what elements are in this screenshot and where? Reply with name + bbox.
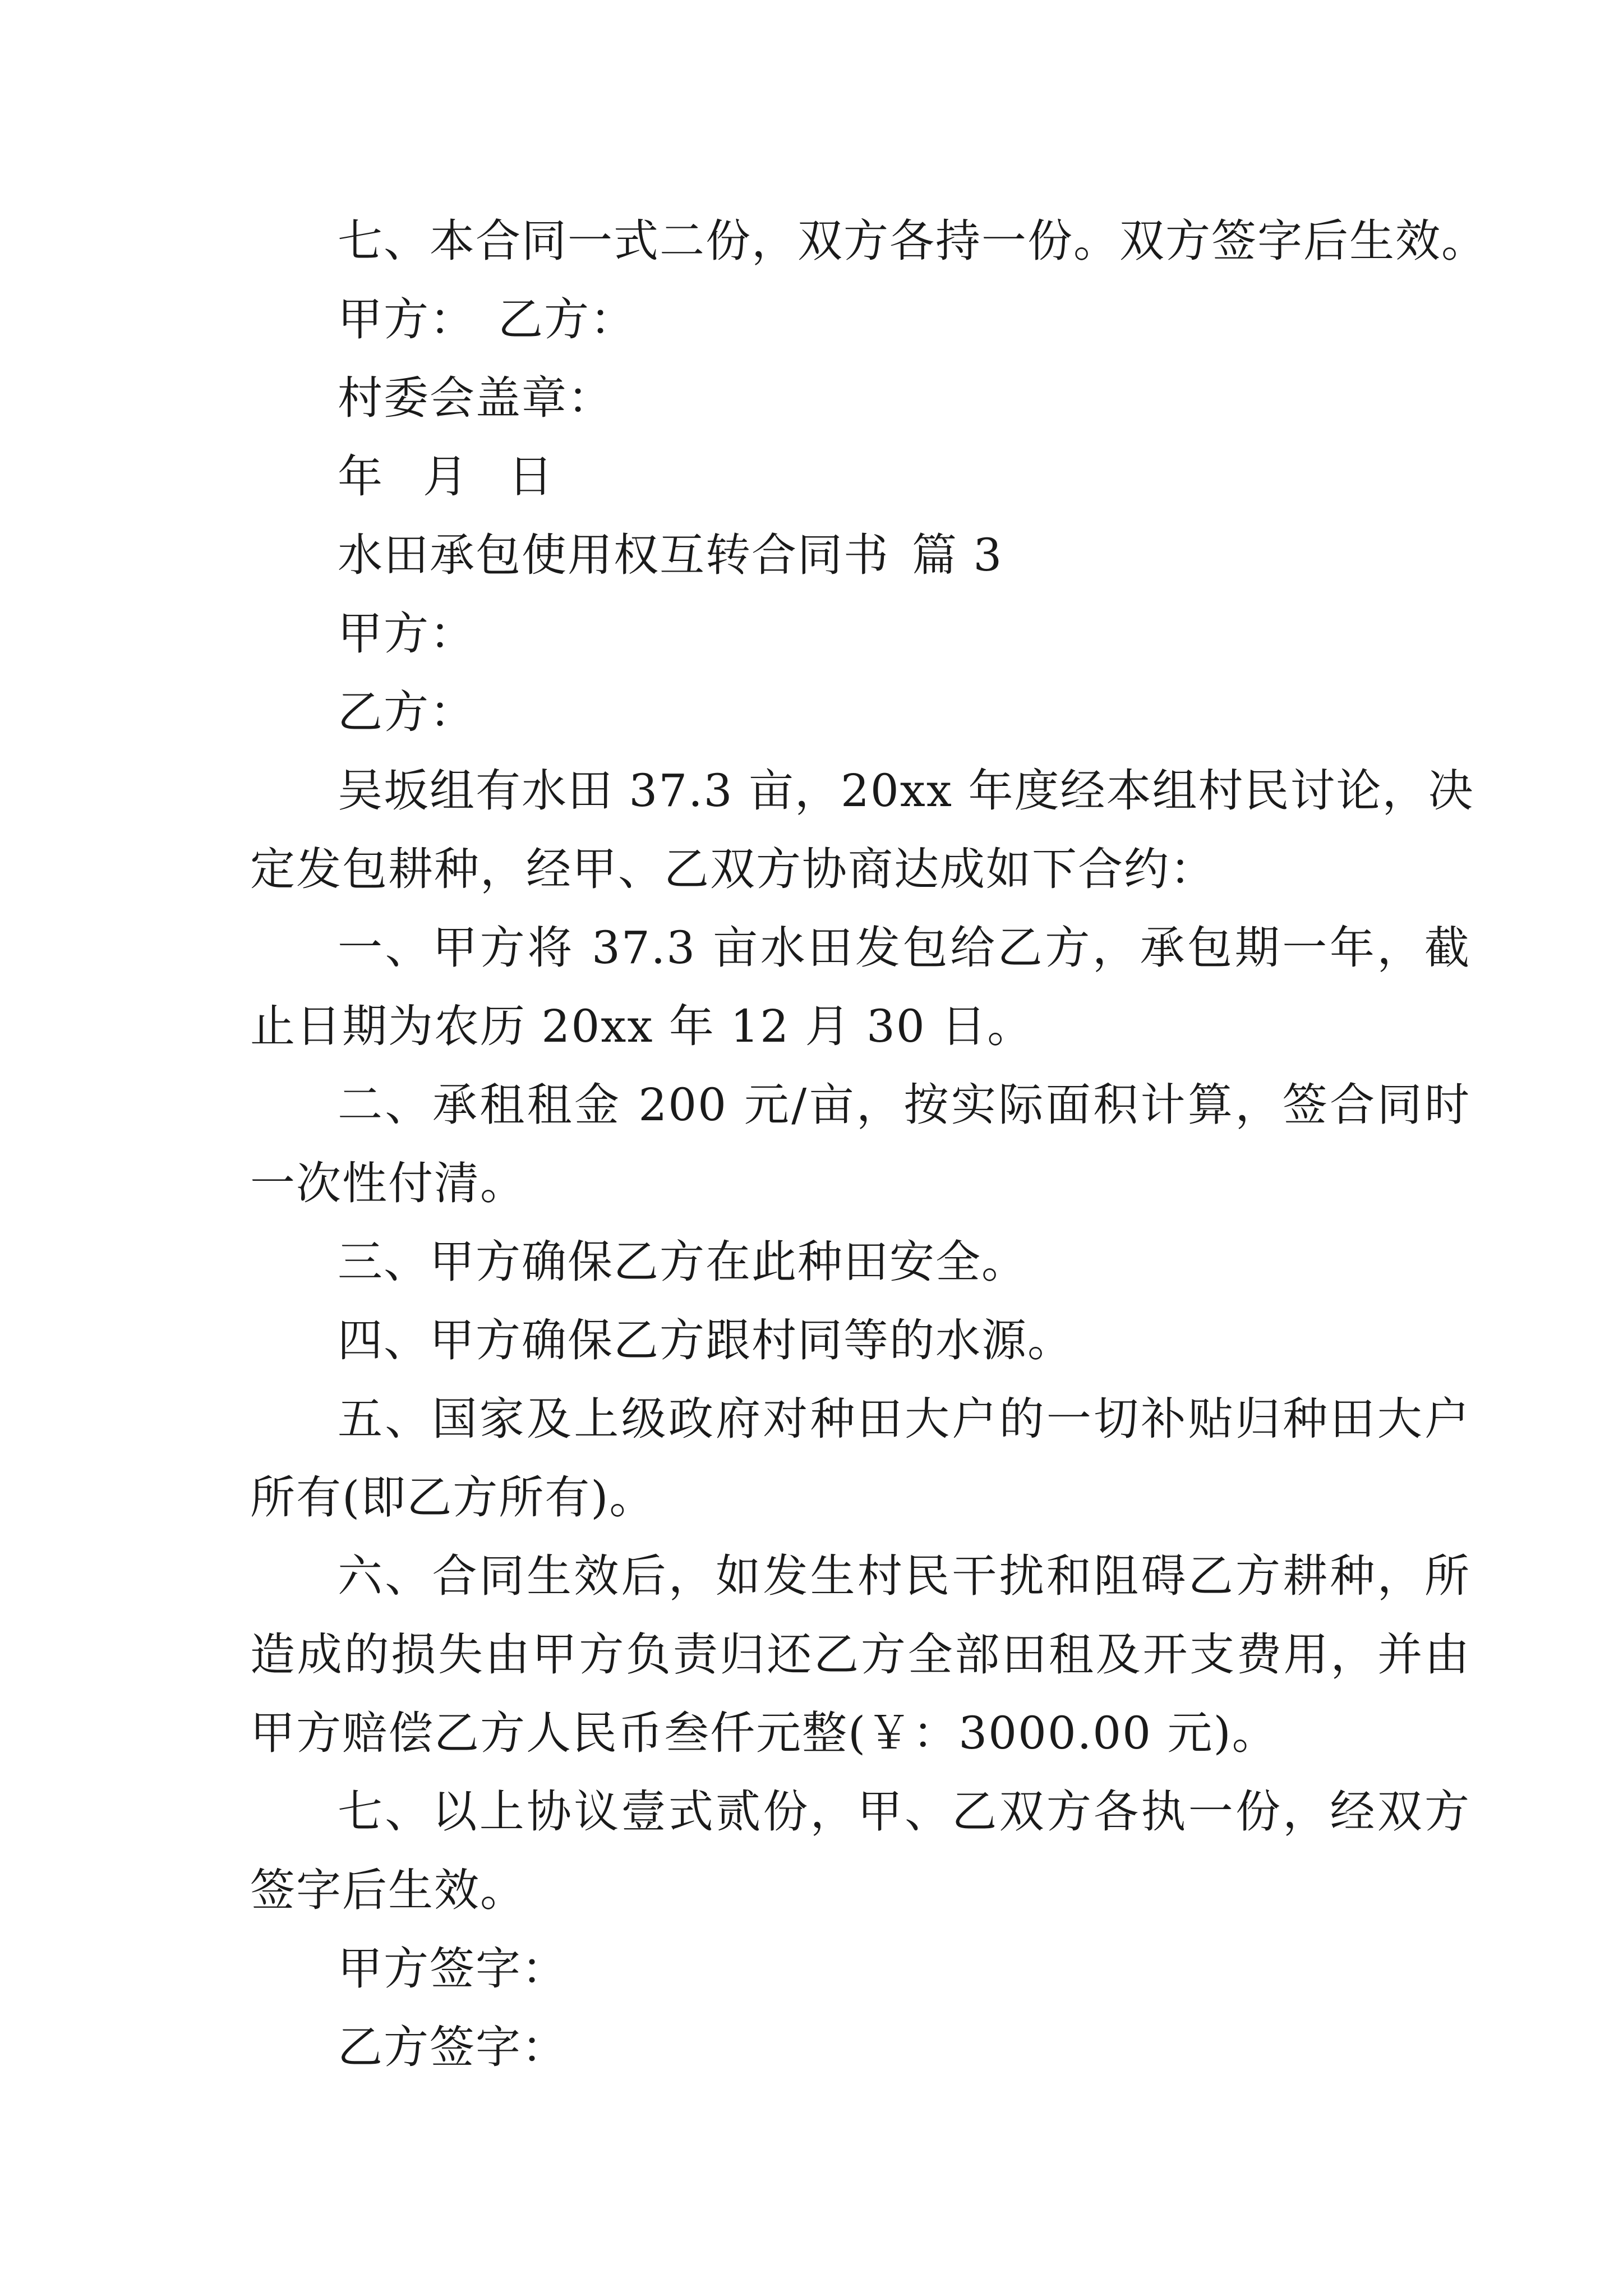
clause-6-text-3: 甲方赔偿乙方人民币叁仟元整(￥：3000.00 元)。	[250, 1707, 1278, 1759]
clause-2-line-2	[250, 1150, 526, 1217]
clause-6-line-2	[250, 1621, 1470, 1688]
clause-5-text-1: 五、国家及上级政府对种田大户的一切补贴归种田大户	[338, 1393, 1470, 1445]
intro-line-2	[250, 836, 1216, 903]
section-title: 水田承包使用权互转合同书	[338, 529, 889, 581]
party-a-label: 甲方：	[338, 293, 476, 346]
clause-7b-text-2: 签字后生效。	[250, 1864, 526, 1916]
party-b-label: 乙方：	[498, 293, 636, 346]
clause-2-line-1	[338, 1071, 1470, 1139]
clause-3-text: 三、甲方确保乙方在此种田安全。	[338, 1236, 1027, 1288]
signature-party-row	[338, 286, 636, 353]
party-b-text: 乙方：	[338, 686, 476, 738]
clause-7b-line-1	[338, 1778, 1470, 1846]
intro-text-2: 定发包耕种，经甲、乙双方协商达成如下合约：	[250, 843, 1216, 895]
clause-4	[338, 1307, 1073, 1374]
party-a-signature-label: 甲方签字：	[338, 1943, 568, 1995]
clause-6-text-2: 造成的损失由甲方负责归还乙方全部田租及开支费用，并由	[250, 1628, 1470, 1681]
date-month: 月	[423, 450, 469, 503]
clause-5-line-1	[338, 1386, 1470, 1453]
party-a-text: 甲方：	[338, 608, 476, 660]
village-seal-label	[338, 365, 614, 432]
clause-3	[338, 1228, 1027, 1296]
clause-2-text-2: 一次性付清。	[250, 1157, 526, 1209]
clause-1-line-1	[338, 914, 1470, 982]
intro-line-1	[338, 757, 1474, 825]
clause-6-text-1: 六、合同生效后，如发生村民干扰和阻碍乙方耕种，所	[338, 1550, 1470, 1602]
clause-1-text-2: 止日期为农历 20xx 年 12 月 30 日。	[250, 1000, 1034, 1052]
date-day: 日	[508, 450, 554, 503]
clause-1-line-2	[250, 993, 1033, 1060]
clause-5-text-2: 所有(即乙方所有)。	[250, 1471, 656, 1524]
party-b-line	[338, 679, 476, 746]
section-heading	[338, 522, 1003, 589]
clause-2-text-1: 二、承租租金 200 元/亩，按实际面积计算，签合同时	[338, 1079, 1470, 1131]
clause-6-line-3	[250, 1700, 1278, 1767]
party-a-signature	[338, 1935, 568, 2003]
clause-1-text-1: 一、甲方将 37.3 亩水田发包给乙方，承包期一年，截	[338, 922, 1470, 974]
date-row	[338, 443, 554, 510]
intro-text-1: 吴坂组有水田 37.3 亩，20xx 年度经本组村民讨论，决	[338, 765, 1474, 817]
clause-4-text: 四、甲方确保乙方跟村同等的水源。	[338, 1314, 1073, 1366]
clause-7b-text-1: 七、以上协议壹式贰份，甲、乙双方各执一份，经双方	[338, 1786, 1470, 1838]
party-b-signature	[338, 2014, 568, 2081]
clause-6-line-1	[338, 1543, 1470, 1610]
village-seal-text: 村委会盖章：	[338, 372, 614, 424]
party-a-line	[338, 600, 476, 668]
party-b-signature-label: 乙方签字：	[338, 2021, 568, 2073]
clause-7b-line-2	[250, 1857, 526, 1924]
clause-7-copies-text: 七、本合同一式二份，双方各持一份。双方签字后生效。	[338, 215, 1487, 267]
clause-7-copies	[338, 208, 1487, 275]
section-number: 篇 3	[912, 529, 1003, 581]
clause-5-line-2	[250, 1464, 655, 1531]
date-year: 年	[338, 450, 384, 503]
